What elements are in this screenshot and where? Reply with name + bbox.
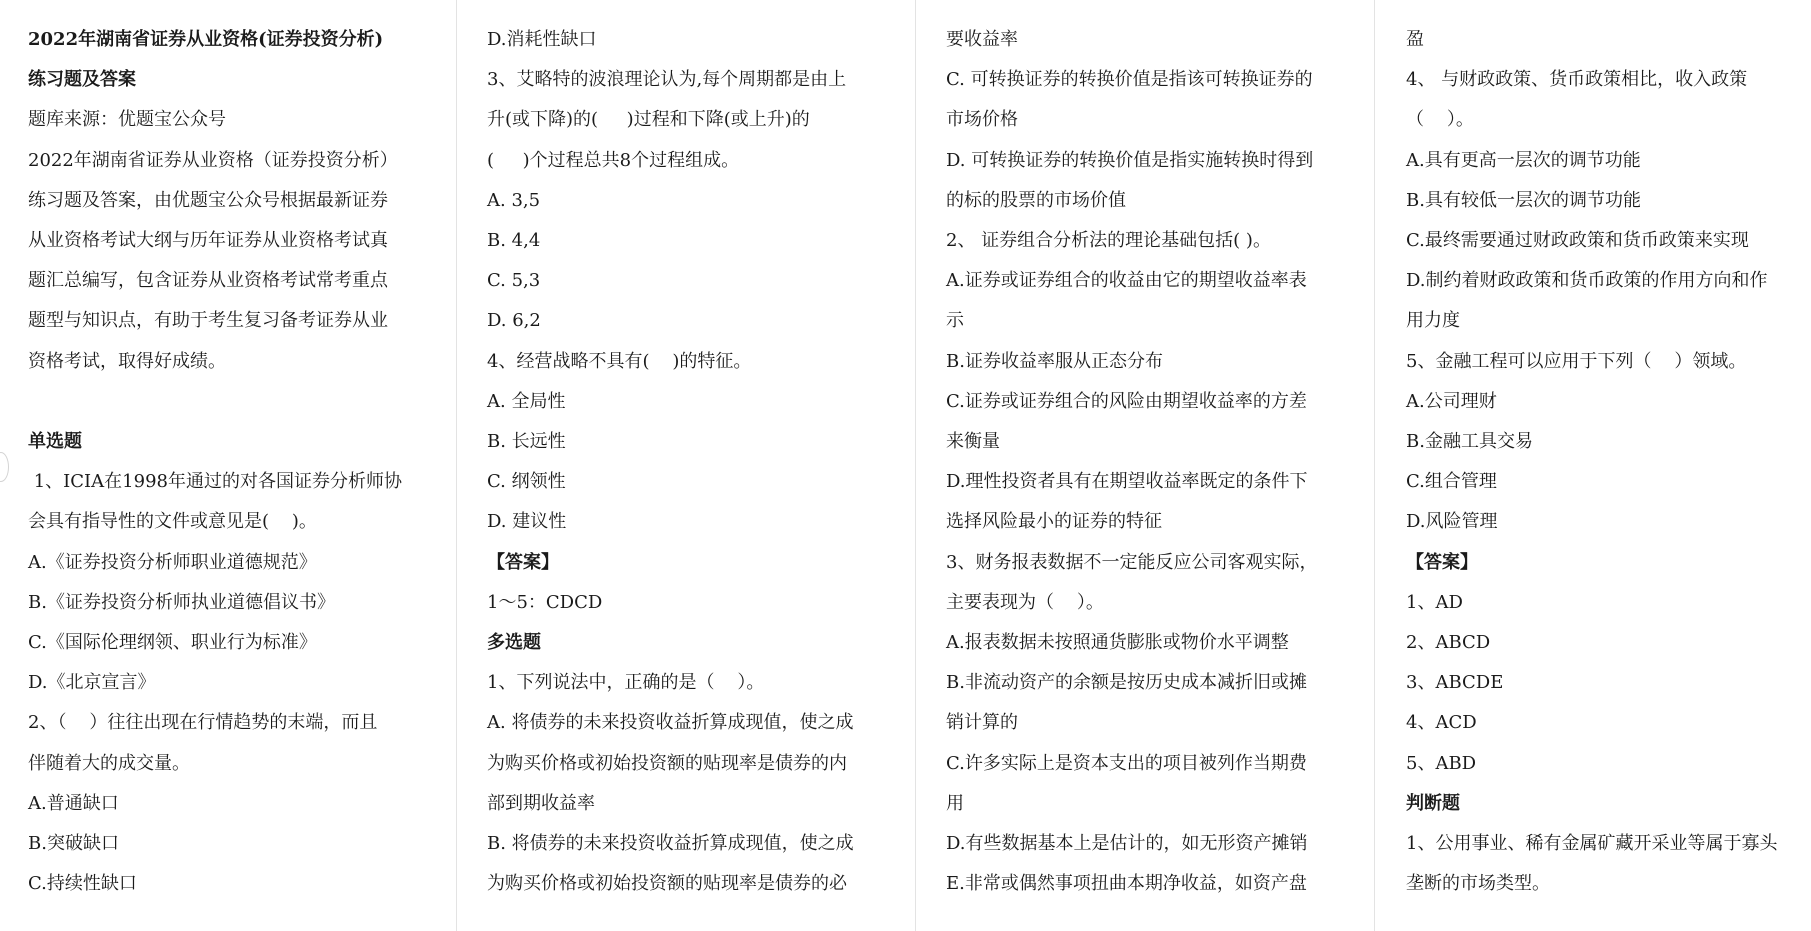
text-line: D.理性投资者具有在期望收益率既定的条件下	[946, 471, 1308, 493]
text-line: 选择风险最小的证券的特征	[946, 511, 1162, 533]
text-line: 1～5：CDCD	[487, 591, 603, 613]
text-line: 伴随着大的成交量。	[28, 752, 190, 774]
text-line: B.非流动资产的余额是按历史成本减折旧或摊	[946, 672, 1307, 694]
text-line: 主要表现为（ ）。	[946, 591, 1104, 613]
text-line: C.组合管理	[1406, 471, 1497, 493]
text-line: 市场价格	[946, 109, 1018, 131]
section-heading: 判断题	[1406, 792, 1460, 814]
text-line: D. 可转换证券的转换价值是指实施转换时得到	[946, 149, 1314, 171]
text-line: D.风险管理	[1406, 511, 1498, 533]
text-line: C. 5,3	[487, 270, 541, 292]
text-column-1	[28, 20, 448, 904]
text-line: C.证券或证券组合的风险由期望收益率的方差	[946, 390, 1307, 412]
column-divider	[915, 0, 916, 931]
text-line: 1、ICIA在1998年通过的对各国证券分析师协	[28, 471, 402, 493]
text-line: B.具有较低一层次的调节功能	[1406, 189, 1641, 211]
text-line: C.《国际伦理纲领、职业行为标准》	[28, 632, 317, 654]
text-line: 题库来源：优题宝公众号	[28, 109, 226, 131]
section-heading: 【答案】	[487, 551, 559, 573]
text-line: 练习题及答案，由优题宝公众号根据最新证券	[28, 189, 388, 211]
text-line: 用	[946, 792, 964, 814]
text-line: D.《北京宣言》	[28, 672, 156, 694]
text-line: C.最终需要通过财政政策和货币政策来实现	[1406, 230, 1749, 252]
text-line: 会具有指导性的文件或意见是( )。	[28, 511, 317, 533]
text-line: B.证券收益率服从正态分布	[946, 350, 1163, 372]
text-line: 为购买价格或初始投资额的贴现率是债券的必	[487, 873, 847, 895]
text-line: 2、 证券组合分析法的理论基础包括( )。	[946, 230, 1271, 252]
section-heading: 【答案】	[1406, 551, 1478, 573]
text-line: D.消耗性缺口	[487, 29, 597, 50]
text-line: C.许多实际上是资本支出的项目被列作当期费	[946, 752, 1307, 774]
text-line: 从业资格考试大纲与历年证券从业资格考试真	[28, 230, 388, 252]
text-line: 部到期收益率	[487, 792, 595, 814]
text-line: A. 将债券的未来投资收益折算成现值，使之成	[487, 712, 854, 734]
column-divider	[1374, 0, 1375, 931]
text-column-3	[946, 20, 1366, 904]
text-line: 升(或下降)的( )过程和下降(或上升)的	[487, 109, 810, 131]
text-line: 要收益率	[946, 29, 1018, 50]
text-line: C.持续性缺口	[28, 873, 137, 895]
text-line: D.有些数据基本上是估计的，如无形资产摊销	[946, 833, 1308, 855]
text-line: 题汇总编写，包含证券从业资格考试常考重点	[28, 270, 388, 292]
text-line: 2、ABCD	[1406, 632, 1491, 654]
section-heading: 单选题	[28, 431, 82, 453]
text-column-2	[487, 20, 907, 904]
text-line: D. 建议性	[487, 511, 567, 533]
text-column-4	[1406, 20, 1811, 904]
text-line: 1、AD	[1406, 591, 1463, 613]
text-line: A.证券或证券组合的收益由它的期望收益率表	[946, 270, 1307, 292]
column-divider	[456, 0, 457, 931]
text-line: A.具有更高一层次的调节功能	[1406, 149, 1641, 171]
text-line: 4、经营战略不具有( )的特征。	[487, 350, 752, 372]
text-line: 为购买价格或初始投资额的贴现率是债券的内	[487, 752, 847, 774]
text-line: 3、ABCDE	[1406, 672, 1504, 694]
text-line: B.突破缺口	[28, 833, 119, 855]
text-line: 的标的股票的市场价值	[946, 189, 1126, 211]
text-line: 1、下列说法中，正确的是（ ）。	[487, 672, 765, 694]
text-line	[28, 382, 448, 422]
text-line: B.金融工具交易	[1406, 431, 1533, 453]
text-line: 1、公用事业、稀有金属矿藏开采业等属于寡头	[1406, 833, 1778, 855]
text-line: 用力度	[1406, 310, 1460, 332]
text-line: C. 可转换证券的转换价值是指该可转换证券的	[946, 69, 1313, 91]
text-line: 盈	[1406, 29, 1424, 50]
text-line: D.制约着财政政策和货币政策的作用方向和作	[1406, 270, 1768, 292]
page-edge-handle[interactable]	[0, 452, 9, 482]
text-line: （ ）。	[1406, 109, 1474, 131]
text-line: 销计算的	[946, 712, 1018, 734]
text-line: 资格考试，取得好成绩。	[28, 350, 226, 372]
text-line: C. 纲领性	[487, 471, 566, 493]
text-line: B. 4,4	[487, 230, 541, 252]
text-line: ( )个过程总共8个过程组成。	[487, 149, 740, 171]
text-line: 3、财务报表数据不一定能反应公司客观实际，	[946, 551, 1318, 573]
text-line: 来衡量	[946, 431, 1000, 453]
text-line: A.普通缺口	[28, 792, 119, 814]
text-line: 2、（ ）往往出现在行情趋势的末端，而且	[28, 712, 378, 734]
text-line: A.《证券投资分析师职业道德规范》	[28, 551, 317, 573]
text-line: 垄断的市场类型。	[1406, 873, 1550, 895]
text-line: 4、ACD	[1406, 712, 1477, 734]
text-line: A.报表数据未按照通货膨胀或物价水平调整	[946, 632, 1289, 654]
section-heading: 多选题	[487, 632, 541, 654]
text-line: A. 全局性	[487, 390, 566, 412]
text-line: 5、金融工程可以应用于下列（ ）领域。	[1406, 350, 1747, 372]
text-line: 题型与知识点，有助于考生复习备考证券从业	[28, 310, 388, 332]
text-line: D. 6,2	[487, 310, 541, 332]
text-line: 4、 与财政政策、货币政策相比，收入政策	[1406, 69, 1748, 91]
text-line: 示	[946, 310, 964, 332]
text-line: A.公司理财	[1406, 390, 1497, 412]
text-line: E.非常或偶然事项扭曲本期净收益，如资产盘	[946, 873, 1307, 895]
section-heading: 练习题及答案	[28, 69, 136, 91]
text-line: 3、艾略特的波浪理论认为,每个周期都是由上	[487, 69, 847, 91]
text-line: 5、ABD	[1406, 752, 1477, 774]
text-line: B.《证券投资分析师执业道德倡议书》	[28, 591, 335, 613]
text-line: B. 将债券的未来投资收益折算成现值，使之成	[487, 833, 854, 855]
text-line: A. 3,5	[487, 189, 541, 211]
section-heading: 2022年湖南省证券从业资格(证券投资分析)	[28, 29, 384, 50]
text-line: B. 长远性	[487, 431, 566, 453]
text-line: 2022年湖南省证券从业资格（证券投资分析）	[28, 149, 398, 171]
